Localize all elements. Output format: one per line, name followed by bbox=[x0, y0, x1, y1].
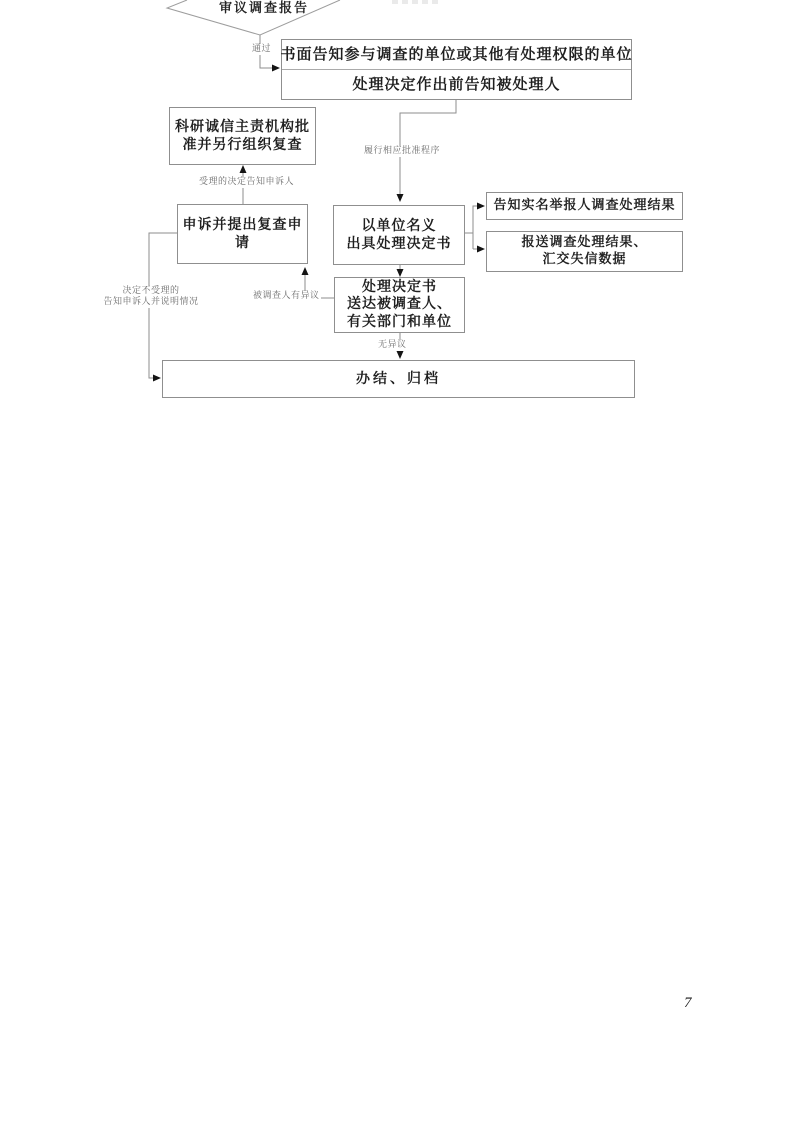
flow-box-decision bbox=[333, 205, 465, 265]
edge-label-no-objection: 无异议 bbox=[378, 340, 407, 350]
edge-label-objection: 被调查人有异议 bbox=[253, 291, 320, 301]
flow-box-notify-units-line1: 书面告知参与调查的单位或其他有处理权限的单位 bbox=[282, 40, 631, 70]
flow-box-archive bbox=[162, 360, 635, 398]
flow-box-decision-line1: 以单位名义 bbox=[361, 217, 437, 234]
flow-box-notify-units-line2: 处理决定作出前告知被处理人 bbox=[352, 74, 561, 93]
edge-label-rejected-line1: 决定不受理的 bbox=[122, 286, 180, 296]
edge-label-approval-procedure: 履行相应批准程序 bbox=[364, 146, 441, 156]
flow-box-report-results-line2: 汇交失信数据 bbox=[542, 251, 627, 267]
flow-box-decision-line2: 出具处理决定书 bbox=[346, 236, 452, 252]
flow-box-inform-reporter bbox=[486, 192, 683, 220]
flow-box-recheck-line2: 准并另行组织复查 bbox=[182, 137, 303, 153]
flow-box-report-results bbox=[486, 231, 683, 272]
flow-box-recheck-line1: 科研诚信主责机构批 bbox=[175, 118, 310, 135]
flow-box-notify-units bbox=[281, 39, 632, 100]
flow-box-appeal bbox=[177, 204, 308, 264]
edge-label-accepted-notice: 受理的决定告知申诉人 bbox=[199, 177, 295, 187]
flow-box-deliver-line3: 有关部门和单位 bbox=[347, 313, 452, 330]
page-number: 7 bbox=[684, 995, 692, 1011]
flow-box-report-results-line1: 报送调查处理结果、 bbox=[521, 234, 648, 250]
edge-label-rejected-line2: 告知申诉人并说明情况 bbox=[103, 296, 199, 307]
flow-box-deliver-line1: 处理决定书 bbox=[362, 279, 437, 296]
flow-box-inform-reporter-line1: 告知实名举报人调查处理结果 bbox=[493, 197, 676, 213]
diamond-label: 审议调查报告 bbox=[219, 1, 310, 16]
flow-box-appeal-line2: 请 bbox=[235, 235, 250, 251]
flow-box-deliver bbox=[334, 277, 465, 333]
flow-box-archive-line1: 办结、归档 bbox=[356, 370, 441, 387]
flow-box-recheck bbox=[169, 107, 316, 165]
flow-box-appeal-line1: 申诉并提出复查申 bbox=[182, 216, 303, 233]
edge-label-rejected bbox=[94, 286, 208, 308]
cutoff-text-fragment bbox=[392, 0, 442, 4]
edge-label-pass: 通过 bbox=[252, 44, 272, 54]
flow-box-deliver-line2: 送达被调查人、 bbox=[347, 296, 452, 313]
